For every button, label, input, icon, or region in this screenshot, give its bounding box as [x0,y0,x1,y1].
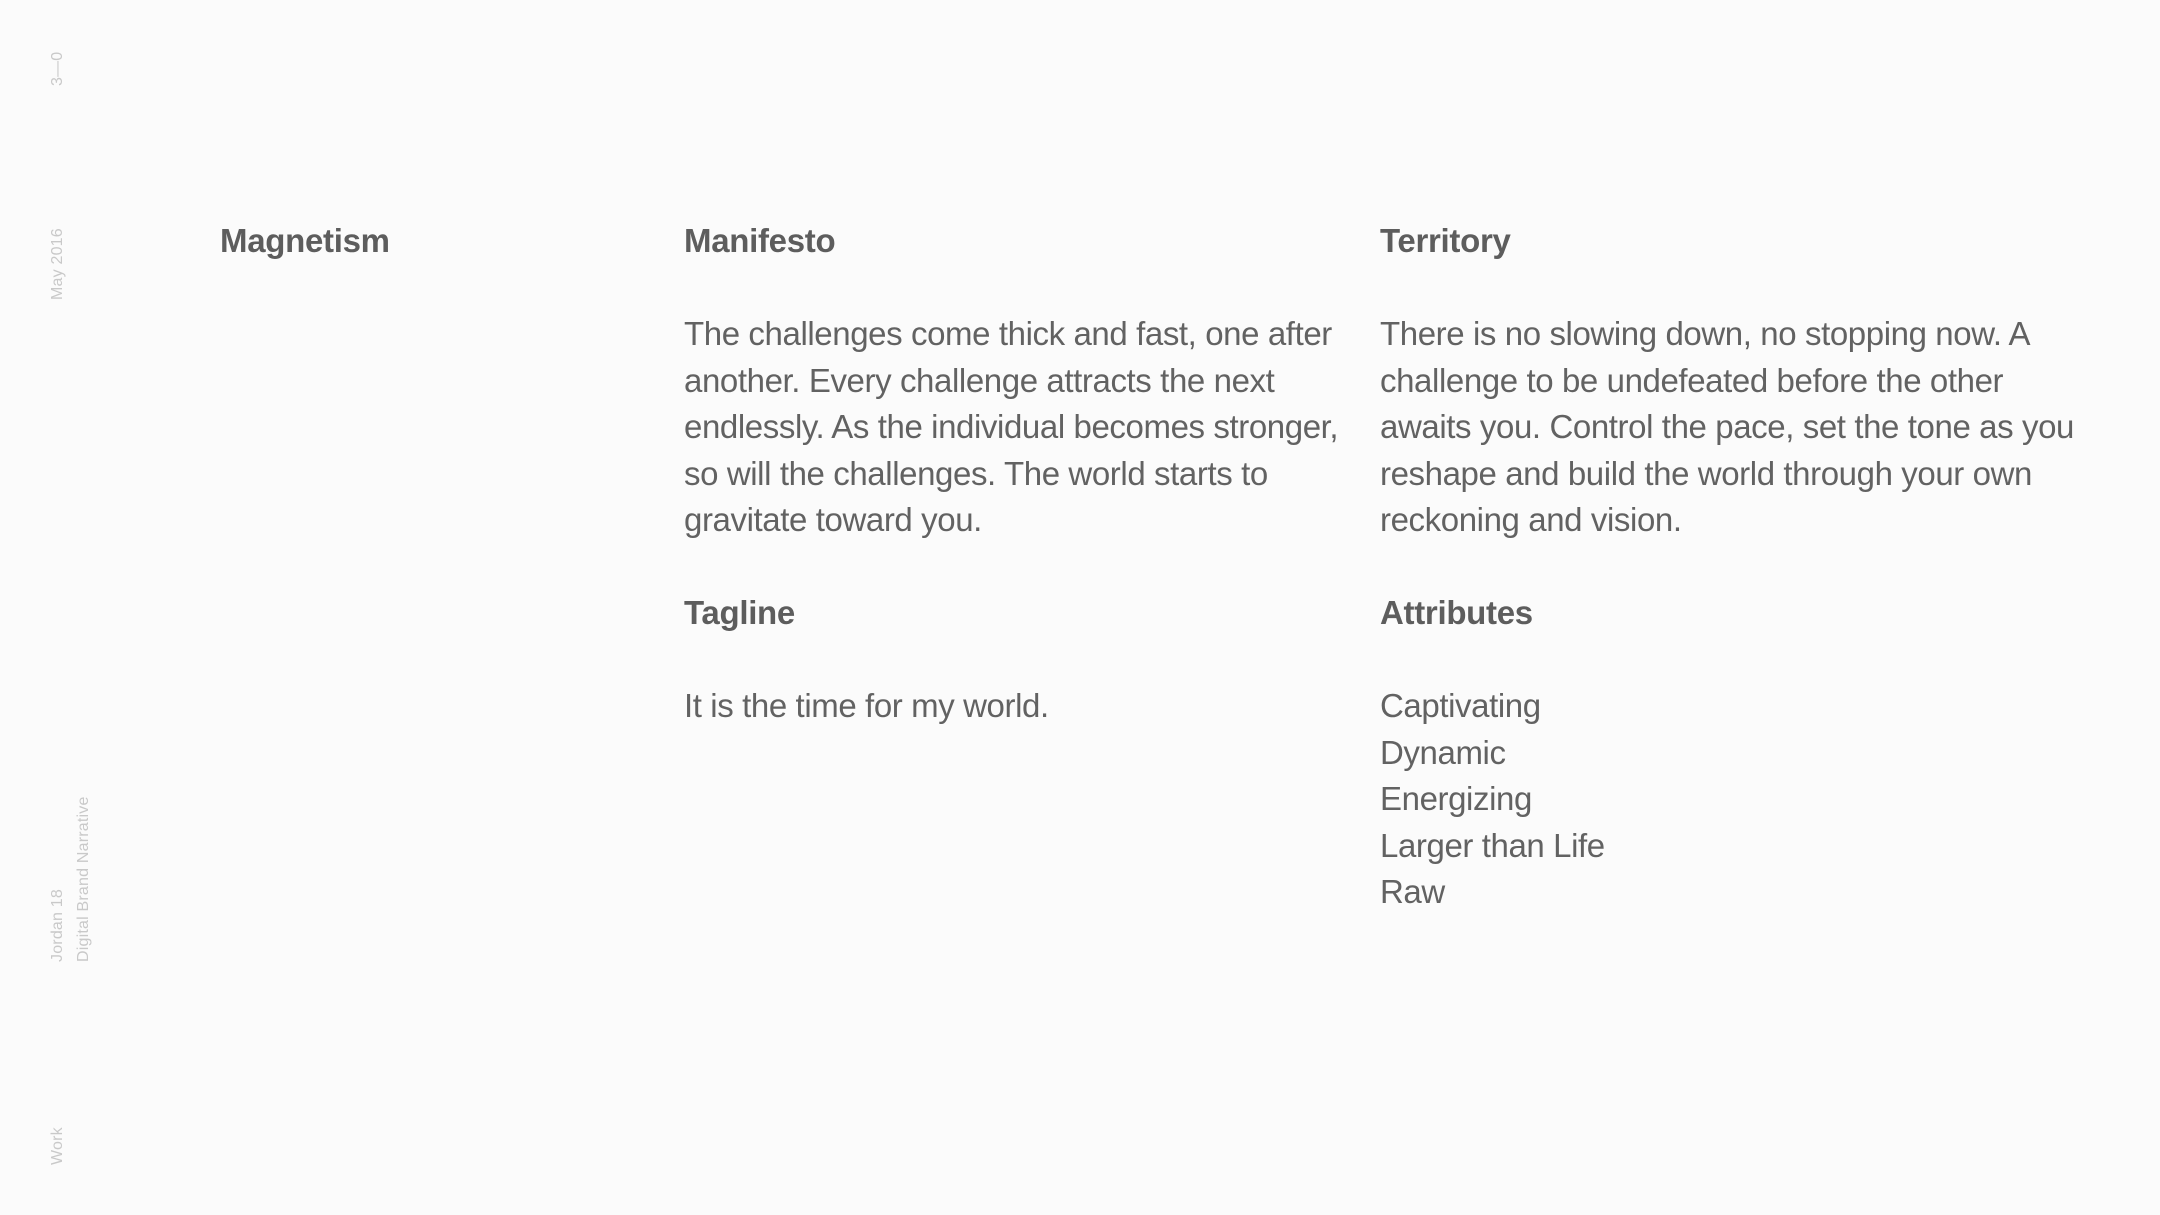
date-label: May 2016 [49,228,66,300]
territory-body: There is no slowing down, no stopping now. A challenge to be undefeated before the other awaits you. Control the pace, set the tone as you reshape and build the world through your own reckoning and vision. [1380,315,2074,538]
project-subtitle-label: Digital Brand Narrative [75,796,92,962]
territory-heading: Territory [1380,222,1511,259]
manifesto-body: The challenges come thick and fast, one after another. Every challenge attracts the next endlessly. As the individual becomes stronger, so will the challenges. The world starts to gravitate toward you. [684,315,1339,538]
manifesto-heading: Manifesto [684,222,836,259]
tagline-heading: Tagline [684,594,795,631]
project-label: Jordan 18 [49,889,66,962]
page-number-label: 3—0 [49,51,66,86]
attribute-item: Captivating [1380,687,1541,724]
tagline-body: It is the time for my world. [684,687,1049,724]
attribute-item: Raw [1380,873,1445,910]
attribute-item: Dynamic [1380,733,1506,771]
attributes-heading: Attributes [1380,594,1533,631]
attribute-item: Energizing [1380,780,1532,817]
attribute-item: Larger than Life [1380,826,1605,864]
page-title: Magnetism [220,222,390,259]
section-label: Work [49,1127,66,1165]
attributes-list [1380,683,1605,916]
